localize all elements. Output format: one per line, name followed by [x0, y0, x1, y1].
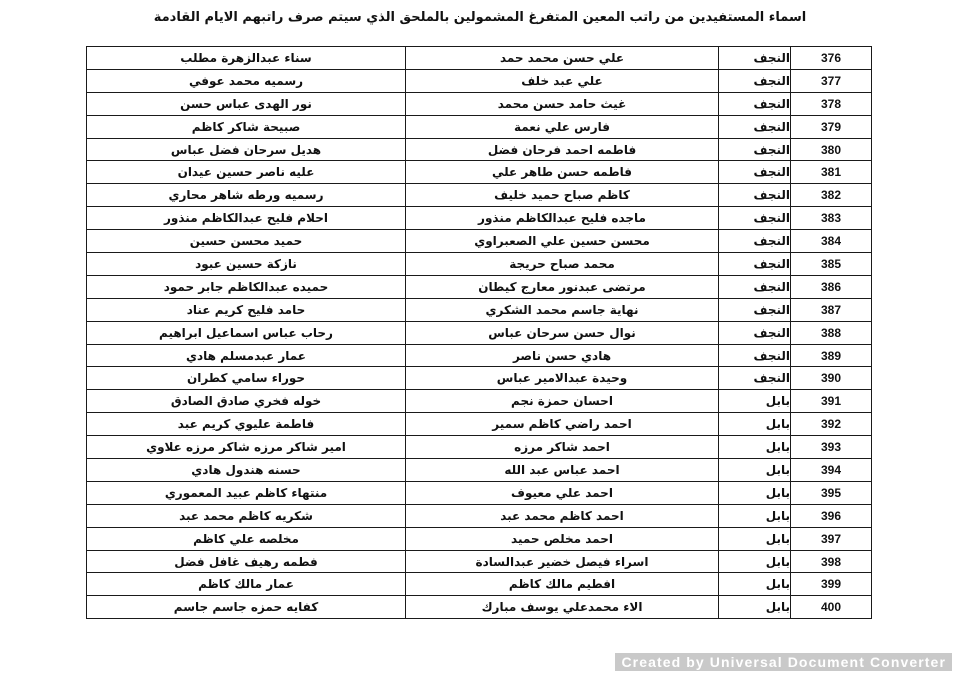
- table-row: [87, 115, 872, 138]
- governorate-cell: النجف: [719, 115, 791, 138]
- beneficiary-name-cell: رسميه محمد عوفي: [87, 69, 406, 92]
- employee-name-cell: نوال حسن سرحان عباس: [406, 321, 719, 344]
- employee-name-cell: احمد كاظم محمد عبد: [406, 504, 719, 527]
- beneficiary-name-cell: حامد فليح كريم عناد: [87, 298, 406, 321]
- employee-name-cell: الاء محمدعلي يوسف مبارك: [406, 596, 719, 619]
- beneficiary-name-cell: عمار عبدمسلم هادي: [87, 344, 406, 367]
- governorate-cell: النجف: [719, 92, 791, 115]
- table-row: [87, 275, 872, 298]
- governorate-cell: النجف: [719, 47, 791, 70]
- beneficiary-name-cell: منتهاء كاظم عبيد المعموري: [87, 481, 406, 504]
- governorate-cell: النجف: [719, 275, 791, 298]
- converter-watermark: Created by Universal Document Converter: [615, 653, 952, 671]
- table-row: [87, 344, 872, 367]
- row-number-cell: 378: [791, 92, 872, 115]
- beneficiary-name-cell: فاطمة عليوي كريم عبد: [87, 413, 406, 436]
- beneficiary-name-cell: صبيحة شاكر كاظم: [87, 115, 406, 138]
- row-number-cell: 382: [791, 184, 872, 207]
- row-number-cell: 376: [791, 47, 872, 70]
- employee-name-cell: احمد عباس عبد الله: [406, 459, 719, 482]
- governorate-cell: بابل: [719, 413, 791, 436]
- employee-name-cell: وحيدة عبدالامير عباس: [406, 367, 719, 390]
- row-number-cell: 387: [791, 298, 872, 321]
- table-row: [87, 459, 872, 482]
- employee-name-cell: افطيم مالك كاظم: [406, 573, 719, 596]
- beneficiary-name-cell: رحاب عباس اسماعيل ابراهيم: [87, 321, 406, 344]
- employee-name-cell: احمد علي معيوف: [406, 481, 719, 504]
- table-row: [87, 573, 872, 596]
- beneficiary-name-cell: خوله فخري صادق الصادق: [87, 390, 406, 413]
- employee-name-cell: احسان حمزة نجم: [406, 390, 719, 413]
- row-number-cell: 388: [791, 321, 872, 344]
- governorate-cell: النجف: [719, 344, 791, 367]
- table-row: [87, 390, 872, 413]
- beneficiary-name-cell: حميد محسن حسين: [87, 230, 406, 253]
- row-number-cell: 400: [791, 596, 872, 619]
- governorate-cell: النجف: [719, 69, 791, 92]
- row-number-cell: 392: [791, 413, 872, 436]
- table-row: [87, 504, 872, 527]
- governorate-cell: النجف: [719, 138, 791, 161]
- table-row: [87, 138, 872, 161]
- row-number-cell: 394: [791, 459, 872, 482]
- table-body: [87, 47, 872, 619]
- beneficiary-name-cell: كفايه حمزه جاسم جاسم: [87, 596, 406, 619]
- governorate-cell: بابل: [719, 504, 791, 527]
- beneficiary-name-cell: هديل سرحان فضل عباس: [87, 138, 406, 161]
- employee-name-cell: فاطمه حسن طاهر علي: [406, 161, 719, 184]
- beneficiary-name-cell: فطمه رهيف غافل فضل: [87, 550, 406, 573]
- row-number-cell: 380: [791, 138, 872, 161]
- beneficiary-name-cell: سناء عبدالزهرة مطلب: [87, 47, 406, 70]
- row-number-cell: 395: [791, 481, 872, 504]
- governorate-cell: بابل: [719, 390, 791, 413]
- employee-name-cell: محسن حسين علي الصعبراوي: [406, 230, 719, 253]
- row-number-cell: 377: [791, 69, 872, 92]
- row-number-cell: 393: [791, 436, 872, 459]
- governorate-cell: بابل: [719, 436, 791, 459]
- beneficiary-name-cell: امير شاكر مرزه شاكر مرزه علاوي: [87, 436, 406, 459]
- governorate-cell: بابل: [719, 481, 791, 504]
- governorate-cell: النجف: [719, 321, 791, 344]
- document-title: اسماء المستفيدين من راتب المعين المتفرغ المشمولين بالملحق الذي سيتم صرف راتبهم الايام القادمة: [153, 10, 807, 25]
- table-row: [87, 69, 872, 92]
- governorate-cell: النجف: [719, 367, 791, 390]
- governorate-cell: بابل: [719, 550, 791, 573]
- row-number-cell: 398: [791, 550, 872, 573]
- row-number-cell: 391: [791, 390, 872, 413]
- beneficiary-name-cell: عمار مالك كاظم: [87, 573, 406, 596]
- table-row: [87, 321, 872, 344]
- row-number-cell: 397: [791, 527, 872, 550]
- table-row: [87, 367, 872, 390]
- employee-name-cell: نهاية جاسم محمد الشكري: [406, 298, 719, 321]
- governorate-cell: النجف: [719, 207, 791, 230]
- governorate-cell: بابل: [719, 596, 791, 619]
- governorate-cell: بابل: [719, 573, 791, 596]
- employee-name-cell: ماجده فليح عبدالكاظم منذور: [406, 207, 719, 230]
- beneficiary-name-cell: عليه ناصر حسين عيدان: [87, 161, 406, 184]
- beneficiary-name-cell: مخلصه علي كاظم: [87, 527, 406, 550]
- row-number-cell: 383: [791, 207, 872, 230]
- table-row: [87, 436, 872, 459]
- row-number-cell: 379: [791, 115, 872, 138]
- table-row: [87, 161, 872, 184]
- governorate-cell: النجف: [719, 184, 791, 207]
- table-row: [87, 207, 872, 230]
- employee-name-cell: اسراء فيصل خضير عبدالسادة: [406, 550, 719, 573]
- row-number-cell: 399: [791, 573, 872, 596]
- table-row: [87, 92, 872, 115]
- employee-name-cell: فاطمه احمد فرحان فضل: [406, 138, 719, 161]
- beneficiary-name-cell: احلام فليح عبدالكاظم منذور: [87, 207, 406, 230]
- table-row: [87, 298, 872, 321]
- table-row: [87, 527, 872, 550]
- employee-name-cell: احمد شاكر مرزه: [406, 436, 719, 459]
- beneficiary-name-cell: نور الهدى عباس حسن: [87, 92, 406, 115]
- table-row: [87, 481, 872, 504]
- table-row: [87, 253, 872, 276]
- governorate-cell: بابل: [719, 459, 791, 482]
- employee-name-cell: مرتضى عبدنور معارج كيطان: [406, 275, 719, 298]
- employee-name-cell: احمد راضي كاظم سمير: [406, 413, 719, 436]
- governorate-cell: النجف: [719, 161, 791, 184]
- table-row: [87, 413, 872, 436]
- employee-name-cell: محمد صباح حريجة: [406, 253, 719, 276]
- beneficiary-name-cell: نازكة حسين عبود: [87, 253, 406, 276]
- beneficiary-name-cell: شكريه كاظم محمد عبد: [87, 504, 406, 527]
- governorate-cell: النجف: [719, 298, 791, 321]
- row-number-cell: 381: [791, 161, 872, 184]
- row-number-cell: 384: [791, 230, 872, 253]
- table-row: [87, 230, 872, 253]
- employee-name-cell: احمد مخلص حميد: [406, 527, 719, 550]
- row-number-cell: 390: [791, 367, 872, 390]
- table-row: [87, 550, 872, 573]
- beneficiaries-table: [86, 46, 872, 619]
- employee-name-cell: هادي حسن ناصر: [406, 344, 719, 367]
- table-row: [87, 47, 872, 70]
- governorate-cell: النجف: [719, 230, 791, 253]
- governorate-cell: النجف: [719, 253, 791, 276]
- employee-name-cell: فارس علي نعمة: [406, 115, 719, 138]
- employee-name-cell: علي حسن محمد حمد: [406, 47, 719, 70]
- table-row: [87, 596, 872, 619]
- row-number-cell: 396: [791, 504, 872, 527]
- employee-name-cell: غيث حامد حسن محمد: [406, 92, 719, 115]
- row-number-cell: 386: [791, 275, 872, 298]
- governorate-cell: بابل: [719, 527, 791, 550]
- beneficiary-name-cell: حوراء سامي كطران: [87, 367, 406, 390]
- beneficiary-name-cell: حسنه هندول هادي: [87, 459, 406, 482]
- beneficiary-name-cell: حميده عبدالكاظم جابر حمود: [87, 275, 406, 298]
- employee-name-cell: علي عبد خلف: [406, 69, 719, 92]
- row-number-cell: 385: [791, 253, 872, 276]
- employee-name-cell: كاظم صباح حميد خليف: [406, 184, 719, 207]
- row-number-cell: 389: [791, 344, 872, 367]
- table-row: [87, 184, 872, 207]
- beneficiary-name-cell: رسميه ورطه شاهر محاري: [87, 184, 406, 207]
